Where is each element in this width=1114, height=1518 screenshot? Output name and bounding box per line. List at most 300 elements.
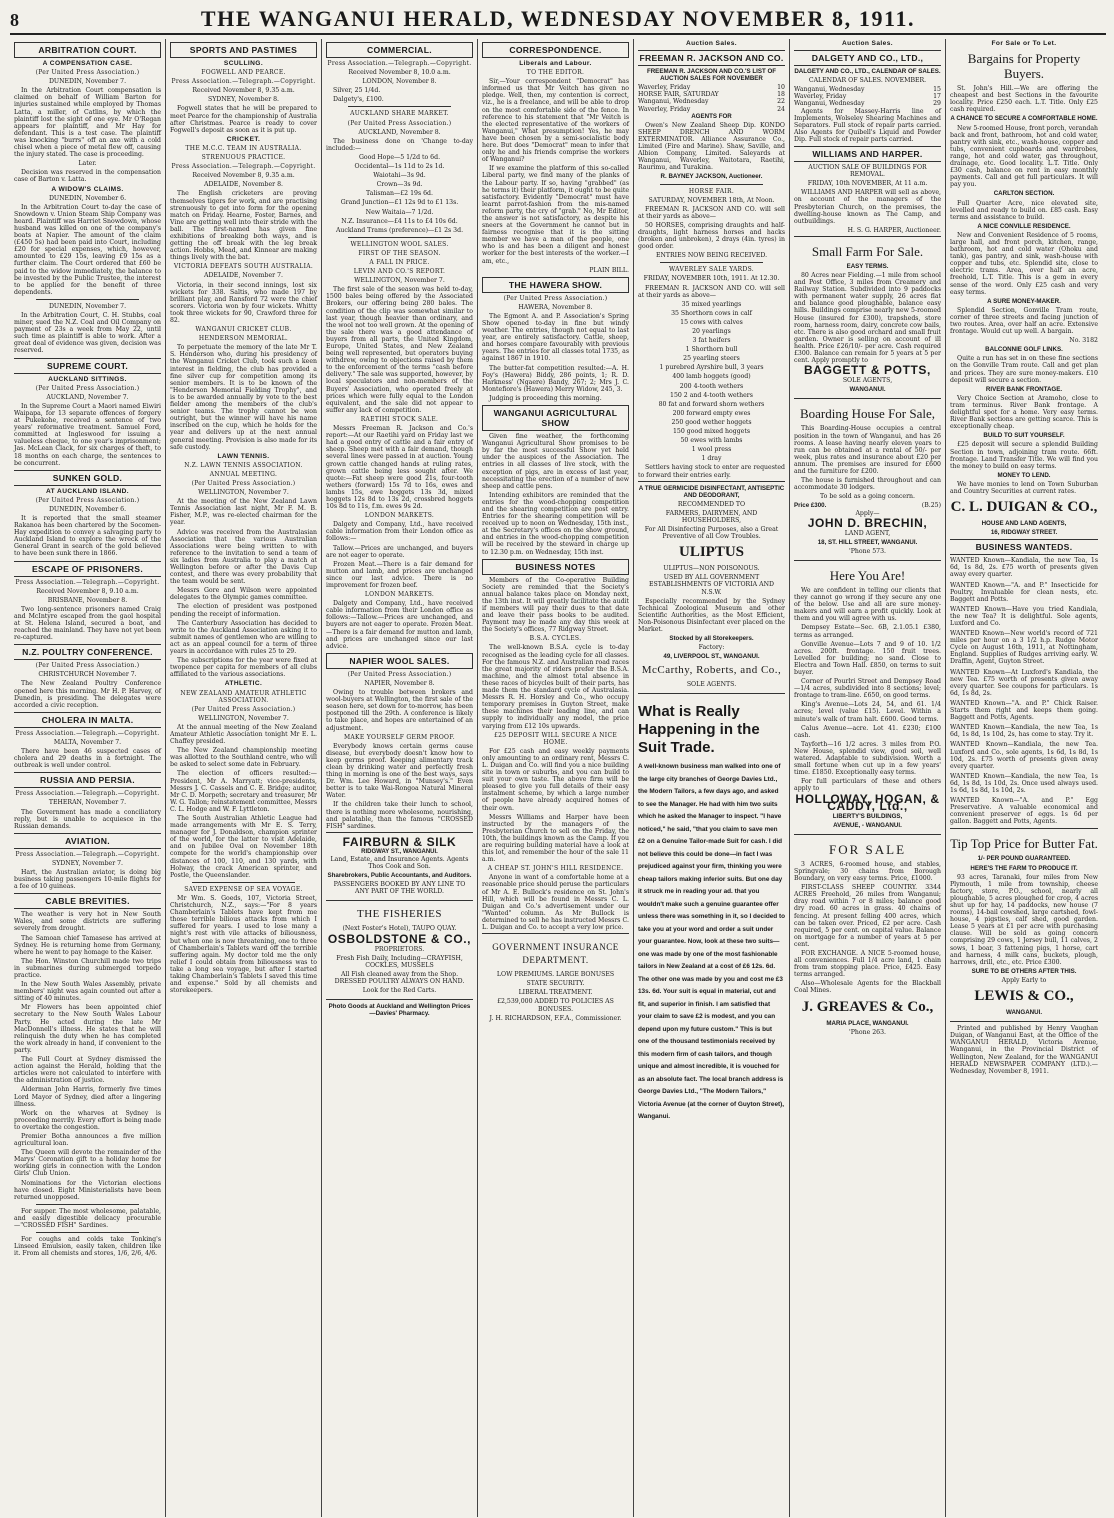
subhead-victoria: VICTORIA DEFEATS SOUTH AUSTRALIA.	[173, 263, 314, 271]
photo-goods: Photo Goods at Auckland and Wellington Prices—Davies' Pharmacy.	[328, 1003, 471, 1018]
subhead-voyage: SAVED EXPENSE OF SEA VOYAGE.	[184, 885, 303, 893]
fj-sale-row	[638, 91, 785, 98]
headline-freeman-jackson: FREEMAN R. JACKSON AND CO.	[638, 50, 785, 66]
article-paragraph: At the meeting of the New Zealand Lawn Tennis Association last night, Mr F. M. B. Fisher, M.P., was re-elected chairman for the year.	[170, 498, 317, 527]
dateline: NAPIER, November 8.	[364, 679, 435, 687]
dateline: CHRISTCHURCH November 7.	[38, 671, 137, 679]
wanted-advert	[950, 700, 1098, 721]
fisheries-name: THE FISHERIES	[356, 908, 443, 921]
article-paragraph: To perpetuate the memory of the late Mr T. S. Henderson who, during his presidency of the Wanganui Cricket Club, took such a keen interest in fielding, the club has provided a fine silver cup for competition among its senior members. It is to be known of the "Henderson Memorial Fielding Trophy", and is to be awarded annually by vote to the best fielder among the members of the club's senior teams. The trophy cannot be won outright, but the winner will have his name inscribed on the cup, which he holds for the year and delivers up at the next annual general meeting. Provision is also made for its safe custody.	[170, 344, 317, 451]
article-paragraph: In the Arbitration Court, C. H. Stubbs, coal miner, sued the N.Z. Coal and Oil Company on payment of 23s a week from May 22, until such time as plaintiff is able to work. After a great deal of evidence was given, decision was reserved.	[14, 312, 162, 355]
dateline: DUNEDIN, November 6.	[48, 505, 127, 513]
article-paragraph: For £25 cash and easy weekly payments only amounting to an ordinary rent, Messrs C. L. Duigan and Co. will find you a nice building site in town or suburbs, and you can build to suit your own taste. The above firm will be pleased to give you full details of their easy instalment scheme, by which a large number of people have already acquired homes of their own.	[482, 747, 629, 812]
headline-cholera: CHOLERA IN MALTA.	[14, 712, 161, 728]
waverley-item: 1 Shorthorn bull	[685, 346, 738, 354]
dateline: ADELAIDE, November 8.	[204, 181, 283, 189]
fisheries-address: (Next Foster's Hotel), TAUPO QUAY.	[342, 925, 457, 933]
boarding-paragraph: This Boarding-House occupies a central position in the town of Wanganui, and has 26 rooms. A lease having nearly eleven years to run can be obtained at a rental of 50/- per week, plus rates and insurance about £20 per annum. The premises are insured for £600 and the furniture for £200.	[794, 425, 941, 476]
lewis-name: LEWIS & CO.,	[974, 988, 1074, 1005]
wanted-text: WANTED Known—Kandiala, the new Tea. Luxford and Co., sole agents, 1s 6d, 1s 8d, 1s 10d, 2s. £75 worth of presents given away every quarter.	[950, 741, 1098, 770]
section-auction-sales: Auction Sales.	[841, 40, 894, 47]
dateline: SYDNEY, November 8.	[207, 96, 280, 104]
received-line: Received November 8, 9.10 a.m.	[36, 587, 139, 595]
bargain-paragraph: Very Choice Section at Aramoho, close to tram terminus. River Bank frontage. A delightful spot for a home. Very easy terms. River Bank sections are getting scarce. This is exceptionally cheap.	[950, 394, 1098, 431]
greaves-name: J. GREAVES & Co.,	[801, 998, 934, 1015]
dalgety-sale-row-place: Waverley, Friday	[794, 93, 847, 101]
subhead-london-markets: LONDON MARKETS.	[364, 512, 435, 520]
waverley-item: 20 yearlings	[692, 328, 731, 335]
dalgety-sale-row	[794, 86, 941, 93]
tip-top-farm: HERE'S THE FARM TO PRODUCE IT.	[970, 864, 1078, 872]
press-credit: (Per United Press Association.)	[35, 69, 140, 77]
uliptus-factory-address: 49, LIVERPOOL ST., WANGANUI.	[663, 653, 760, 661]
lewis-town: WANGANUI.	[1005, 1009, 1043, 1017]
received-line: Received November 8, 10.0 a.m.	[348, 69, 451, 77]
uliptus-recommended: RECOMMENDED TO	[677, 500, 746, 508]
share-line: Auckland Trams (preference)—£1 2s 3d.	[335, 226, 464, 234]
waverley-item: 150 good mixed hoggets	[673, 428, 750, 436]
baggett-town: WANGANUI.	[849, 386, 886, 394]
osboldstone-line: Fresh Fish Daily, Including—CRAYFISH, COCKLES, MUSSELS	[336, 954, 463, 969]
section-for-sale-or-let: For Sale or To Let.	[991, 40, 1057, 47]
brechin-land-agent: LAND AGENT,	[844, 529, 891, 537]
waverley-item: 150 2 and 4-tooth wethers	[670, 391, 753, 399]
section-auction-sales: Auction Sales.	[685, 40, 738, 47]
greaves-address: MARIA PLACE, WANGANUI.	[826, 1019, 909, 1027]
press-credit: (Per United Press Association.)	[191, 479, 296, 487]
article-paragraph: Owing to trouble between brokers and wool-buyers at Wellington, the first sale of the season here, set down for to-morrow, has been postponed till the 29th. A conference is likely to take place, and hopes are entertained of an adjustment.	[326, 689, 473, 732]
newspaper-title: THE WANGANUI HERALD, WEDNESDAY NOVEMBER 8, 1911.	[200, 6, 916, 31]
apply: Apply—	[855, 509, 880, 517]
brechin-address: 18, ST. HILL STREET, WANGANUI.	[817, 538, 918, 546]
duigan-name: C. L. DUIGAN & CO.,	[950, 499, 1098, 516]
subhead-lawn-tennis: LAWN TENNIS.	[217, 452, 270, 460]
column-3	[322, 39, 478, 1517]
share-line: Grand Junction—£1 12s 9d to £1 13s.	[340, 199, 459, 207]
article-paragraph: Fogwell states that he will be prepared to meet Pearce for the championship of Australia after Christmas. Pearce is ready to cover Fogwell's deposit as soon as it is put up.	[170, 105, 317, 134]
headline-cable-brevities: CABLE BREVITIES.	[14, 893, 161, 909]
advert-crossed-fish: If the children take their lunch to school, there is nothing more wholesome, nourishing, and palatable, than the famous "CROSSED FISH" sardines.	[326, 801, 473, 830]
headline-sports: SPORTS AND PASTIMES	[170, 42, 317, 58]
dalgety-sales-list	[794, 86, 941, 107]
wanted-advert	[950, 630, 1098, 665]
headline-supreme-court: SUPREME COURT.	[14, 358, 161, 374]
bargain-number: No. 3182	[1069, 337, 1098, 345]
holloway-name: HOLLOWAY, HOGAN, & CADDY, Ltd.,	[795, 791, 940, 813]
horse-fair-paragraph: FREEMAN R. JACKSON AND CO. will sell at their yards as above—	[638, 205, 785, 220]
columns	[10, 39, 1106, 1517]
waverley-item: 1 dray	[701, 455, 722, 463]
bargain-subhead: BALCONNIE GOLF LINKS.	[985, 346, 1063, 354]
market-line: Silver, 25 1/4d.	[333, 87, 381, 95]
share-line: New Waitaia—7 1/2d.	[365, 208, 434, 216]
suit-trade-headline: What is Really Happening in the Suit Trade.	[638, 703, 760, 757]
subhead-london-markets-2: LONDON MARKETS.	[364, 591, 435, 599]
subhead-germ-proof: MAKE YOURSELF GERM PROOF.	[343, 733, 455, 741]
column-4	[478, 39, 634, 1517]
bargain-paragraph: Quite a run has set in on these fine sections on the Gonville Tram route. Call and get plan and prices. They are sure money-makers. £10 deposit will secure a section.	[950, 355, 1098, 384]
dalgety-sale-row	[794, 93, 941, 100]
received-line: Received November 8, 9.35 a.m.	[192, 87, 295, 95]
fj-sale-row-place: Waverley, Friday	[638, 105, 691, 113]
wanted-text: WANTED Known—"A. and P." Chick Raiser. Starts them right and keeps them going. Baggett and Potts, Agents.	[950, 699, 1098, 722]
boarding-ref: (B.25)	[921, 502, 941, 510]
waverley-paragraph: FREEMAN R. JACKSON AND CO. will sell at their yards as above—	[638, 284, 785, 299]
article-paragraph: Work on the wharves at Sydney is proceeding merrily. Every effort is being made to overtake the congestion.	[14, 1109, 161, 1131]
bargain-paragraph: New and Convenient Residence of 5 rooms, large hall, and front porch, kitchen, range, bathroom, hot and cold water (Ohoku and tank), gas pantry, and sink, wash-house with copper and tubs, etc. Splendid site, close to electric trams. Area, over half an acre, freehold, L.T. Title. This is a gem in every sense of the word. Only £25 cash and very easy terms.	[950, 231, 1098, 296]
for-sale-paragraph: FOR EXCHANGE. A NICE 5-roomed house, all conveniences. Full 1/4 acre land, 1 chain from tram stopping place. Price, £425. Easy terms arranged.	[794, 950, 941, 979]
fairburn-address: RIDGWAY ST., WANGANUI.	[361, 848, 438, 855]
boarding-paragraph: The house is furnished throughout and can accommodate 30 lodgers.	[794, 477, 941, 492]
govt-line: STATE SECURITY.	[526, 980, 585, 988]
boarding-going: To be sold as a going concern.	[819, 493, 915, 501]
press-credit: Press Association.—Telegraph.—Copyright.	[15, 850, 160, 858]
press-credit: Press Association.—Telegraph.—Copyright.	[15, 578, 160, 586]
brechin-name: JOHN D. BRECHIN,	[807, 515, 928, 530]
article-paragraph: The business done on 'Change to-day included:—	[326, 137, 473, 152]
agents-for: AGENTS FOR	[691, 112, 732, 120]
wanted-advert	[950, 582, 1098, 603]
article-paragraph: The New Zealand Poultry Conference opened here this morning. Mr H. P. Harvey, of Dunedin, is presiding. The delegates were accorded a civic reception.	[14, 680, 161, 709]
greaves-phone: 'Phone 263.	[849, 1028, 886, 1036]
dateline: ADELAIDE, November 7.	[204, 272, 283, 280]
press-credit: Press Association.—Telegraph.—Copyright.	[327, 60, 472, 67]
small-farm-title: Small Farm For Sale.	[811, 243, 924, 259]
divider	[348, 106, 451, 107]
advert-uliptus	[638, 481, 785, 694]
press-credit: Press Association.—Telegraph.—Copyright.	[15, 729, 160, 737]
fj-sale-row-day: 24	[777, 105, 785, 113]
for-sale-paragraph: 3 ACRES, 6-roomed house, and stables, Springvale; 30 chains from Borough Boundary, on very easy terms. Price, £1000.	[794, 860, 941, 883]
headline-business-wanteds: BUSINESS WANTEDS.	[950, 539, 1098, 555]
fj-sales-list	[638, 84, 785, 112]
waverley-item: 50 ewes with lambs	[680, 437, 743, 445]
subhead-nzaaa: NEW ZEALAND AMATEUR ATHLETIC ASSOCIATION.	[180, 689, 307, 704]
article-paragraph: The weather is very hot in New South Wales, and some districts are suffering severely from drought.	[14, 911, 161, 933]
govt-line: LIBERAL TREATMENT.	[518, 989, 593, 997]
article-paragraph: Victoria, in their second innings, lost six wickets for 338. Saltis, who made 197 by brilliant play, and Ransford 72 were the chief scorers. Victoria won by four wickets. Whitty took three wickets for 90, Crawford three for 82.	[170, 281, 317, 324]
fj-sale-row	[638, 106, 785, 113]
fairburn-line: Land, Estate, and Insurance Agents. Agents Thos Cook and Son.	[330, 856, 469, 871]
subhead-auckland-island: AT AUCKLAND ISLAND.	[45, 487, 130, 495]
wanted-text: WANTED Known—"A. and P." Insecticide for Poultry, Invaluable for clean nests, etc. Baggett and Potts.	[950, 581, 1098, 603]
dalgety-sale-row-place: Wanganui, Wednesday	[794, 100, 865, 108]
dalgety-agents: Agents for Massey-Harris line of Implements, Wolseley Shearing Machines and Separators. Full stock of repair parts carried. Also Agents for Quibell's Liquid and Powder Dip. Full stock of repair parts carried.	[794, 107, 941, 143]
advert-chamberlain: Mr Wm. S. Goeds, 107, Victoria Street, Christchurch, N.Z., says:—"For 8 years Chamberlain's Tablets have kept from me those terrible bilious attacks from which I suffered for years. I used to lose many a night's rest with vile attacks of biliousness, but when one is now threatening, one to three of Chamberlain's Tablets ward off the terrible suffering again. My doctor told me the only relief I could obtain from biliousness was to take a long sea voyage, but after I started taking Chamberlain's Tablets I saved this time and expense." Sold by all chemists and storekeepers.	[170, 894, 317, 995]
article-paragraph: Two long-sentence prisoners named Craig and McIntyre escaped from the gaol hospital at St. Helena Island, secured a boat, and reached the mainland. They have not yet been re-captured.	[14, 605, 161, 642]
fj-sale-row-place: Wanganui, Wednesday	[638, 98, 709, 106]
property-item: Tayforth—16 1/2 acres. 3 miles from P.O. New House, splendid view, good soil, well watered. Adaptable to subdivision. Worth a small fortune when cut up in a few years' time. £1850. Exceptionally easy terms.	[794, 740, 941, 777]
wanted-text: WANTED Known—Have you tried Kandiala, the new Tea? It is delightful. Sole agents, Luxford and Co.	[950, 605, 1098, 627]
share-line: N.Z. Insurance—£4 11s to £4 10s 6d.	[341, 217, 458, 225]
article-paragraph: The New Zealand championship meeting was allotted to the Southland centre, who will be asked to select some date in February.	[170, 747, 317, 769]
letter-paragraph: Sir,—Your correspondent "Democrat" has informed us that Mr Veitch has given no pledge. Well, then, my contention is correct, viz., he is a freelance, and will be able to drop on the most comfortable side of the fence. In reference to his statement that "Mr Veitch is the elected representative of the workers of Wanganui," What presumption! Yes, he may have been chosen by a semi-socialistic body here. But does "Democrat" mean to infer that only he and his friends comprise the workers of Wanganui?	[482, 78, 629, 164]
to-the-editor: TO THE EDITOR.	[526, 69, 585, 77]
press-credit: (Per United Press Association.)	[35, 496, 140, 504]
boarding-house-title: Boarding House For Sale,	[799, 406, 936, 422]
subhead-mcc: THE M.C.C. TEAM IN AUSTRALIA.	[185, 144, 302, 152]
headline-commercial: COMMERCIAL.	[326, 42, 473, 58]
mccarthy-name: McCarthy, Roberts, and Co.,	[641, 664, 782, 677]
bargain-paragraph: St. John's Hill.—We are offering the cheapest and best Sections in the favourite locality. Price £250 each. L.T. Title. Only £25 cash required.	[950, 85, 1098, 114]
divider	[36, 1204, 139, 1205]
wh-sale: AUCTION SALE OF BUILDINGS FOR REMOVAL.	[808, 164, 927, 179]
dateline: DUNEDIN, November 6.	[48, 194, 127, 202]
tip-top-guaranteed: 1/- PER POUND GUARANTEED.	[977, 855, 1071, 863]
govt-commissioner: J. H. RICHARDSON, F.F.A., Commissioner.	[489, 1014, 622, 1022]
subhead-raetihi: RAETIHI STOCK SALE.	[360, 415, 439, 423]
waverley-item: 250 good wether hoggets	[671, 418, 752, 426]
horse-fair-date: SATURDAY, NOVEMBER 18th, At Noon.	[648, 196, 775, 204]
headline-poultry: N.Z. POULTRY CONFERENCE.	[14, 644, 161, 660]
press-credit: Press Association.—Telegraph.—Copyright.	[15, 790, 160, 798]
subhead-sculling: SCULLING.	[223, 60, 264, 67]
dateline: HAWERA, November 8.	[518, 303, 593, 311]
govt-insurance-title: GOVERNMENT INSURANCE DEPARTMENT.	[492, 942, 619, 966]
wanted-text: WANTED Known—Kandiala, the new Tea, 1s 6d, 1s 8d, 2s. £75 worth of presents given away every quarter.	[950, 557, 1098, 579]
press-credit: (Per United Press Association.)	[35, 662, 140, 670]
fj-sale-row-day: 22	[777, 98, 785, 106]
fj-sale-row-day: 18	[777, 91, 785, 99]
advert-george-davies	[638, 693, 785, 1127]
waverley-item: 1 purebred Ayrshire bull, 3 years	[659, 364, 764, 372]
waverley-date: FRIDAY, NOVEMBER 10th, 1911. At 12.30.	[643, 275, 780, 283]
wh-date: FRIDAY, 10th NOVEMBER, At 11 a.m.	[807, 180, 928, 188]
wanted-advert	[950, 773, 1098, 794]
baggett-sole-agents: SOLE AGENTS,	[842, 377, 893, 385]
share-line: Good Hope—5 1/2d to 6d.	[358, 153, 441, 161]
advert-sardines: For supper. The most wholesome, palatable, and easily digestible delicacy procurable—"CROSSED FISH" Sardines.	[14, 1207, 161, 1229]
share-line: Waiotahi—3s 9d.	[373, 172, 426, 180]
article-later: Later.	[78, 160, 97, 168]
dalgety-sale-row-day: 15	[933, 86, 941, 94]
waverley-item: 200 4-tooth wethers	[679, 382, 744, 390]
headline-hawera: THE HAWERA SHOW.	[482, 277, 629, 293]
dateline: BRISBANE, November 8.	[47, 596, 128, 604]
divider	[36, 299, 139, 300]
entries-line: ENTRIES NOW BEING RECEIVED.	[655, 252, 768, 260]
advert-fisheries	[326, 900, 473, 999]
waverley-item: 80 fat and forward shorn wethers	[658, 400, 765, 408]
subhead-wcc: WANGANUI CRICKET CLUB.	[195, 326, 292, 334]
uliptus-used: USED BY ALL GOVERNMENT ESTABLISHMENTS OF VICTORIA AND N.S.W.	[649, 574, 774, 596]
waverley-item: 15 cows with calves	[680, 318, 743, 326]
brechin-phone: 'Phone 573.	[849, 547, 886, 555]
article-paragraph: Messrs Williams and Harper have been instructed by the managers of the Presbyterian Church to sell on the Friday, the 10th, the buildings known as the Camp. If you are requiring building material have a look at this lot, and remember the hour of the sale 11 a.m.	[482, 813, 629, 864]
column-2	[166, 39, 322, 1517]
headline-russia: RUSSIA AND PERSIA.	[14, 772, 161, 788]
bargain-paragraph: Splendid Section, Gonville Tram route, corner of three streets and facing junction of two routes. Area, over half an acre. Extensive frontage. Would cut up well. A bargain.	[950, 306, 1098, 336]
dalgety-calendar-box: DALGETY AND CO., LTD., CALENDAR OF SALES.	[794, 68, 941, 76]
subhead-horse-fair: HORSE FAIR.	[688, 187, 735, 195]
article-paragraph: Nominations for the Victorian elections have closed. Eight Ministerialists have been returned unopposed.	[14, 1179, 161, 1201]
waverley-item: 35 Shorthorn cows in calf	[671, 309, 752, 317]
waverley-item: 25 yearling steers	[683, 355, 740, 363]
dalgety-sale-row	[794, 100, 941, 107]
subhead-annual: ANNUAL MEETING.	[209, 470, 278, 478]
bargain-subhead: BUILD TO SUIT YOURSELF.	[983, 432, 1065, 440]
fairburn-line: PASSENGERS BOOKED BY ANY LINE TO ANY PART OF THE WORLD.	[333, 881, 466, 896]
press-credit: (Per United Press Association.)	[191, 705, 296, 713]
horse-fair-lots: 50 HORSES, comprising draughts and half-draughts, light harness horses and hacks (broken and unbroken), 2 drays (4in. tyres) in good order.	[638, 221, 785, 251]
osboldstone-line: Look for the Red Carts.	[362, 987, 437, 995]
article-paragraph: The Hon. Winston Churchill made two trips in submarines during submerged torpedo practice.	[14, 957, 161, 979]
divider	[36, 1232, 139, 1233]
wanted-list	[950, 557, 1098, 825]
article-paragraph: Advice was received from the Australasian Association that the various Australian Associations were being written to with reference to the invitation to send a team of six ladies from Australia to play a match at Wellington before or after the Davis Cup contest, and there was every probability that the team would be sent.	[170, 528, 317, 586]
small-farm-paragraph: 80 Acres near Fielding.—1 mile from school and Post Office, 3 miles from Creamery and Railway Station. Subdivided into 9 paddocks with permanent water supply, 26 acres flat and balance good ploughable, balance easy hills. Buildings comprise nearly new 5-roomed House (insured for £300), trapsheds, store room, harness room, dairy, concrete cow bails, etc. There is also good orchard and small fruit garden. Owner is selling on account of ill health. Price £26/10/- per acre. Cash required £300. Balance can remain for 5 years at 5 per cent. Apply promptly to	[794, 271, 941, 365]
uliptus-especially: Especially recommended by the Sydney Technical Zoological Museum and other Scientific Authorities, as the Most Efficient, Non-Poisonous Disinfectant ever placed on the Market.	[638, 597, 785, 633]
waverley-item: 200 forward empty ewes	[672, 409, 751, 417]
share-line: Occidental—1s 11d to 2s 1d.	[354, 163, 445, 171]
fj-sale-row-place: Waverley, Friday	[638, 84, 691, 92]
bargain-paragraph: Full Quarter Acre, nice elevated site, levelled and ready to build on. £85 cash. Easy terms and assistance to build.	[950, 199, 1098, 221]
wanted-text: WANTED Known—New world's record of 721 miles per hour on a 3 1/2 h.p. Rudge Motor Cycle on August 16th, 1911, at Nottingham, England. Supplies of Rudges arriving early. W. Draffin, Agent, Guyton Street.	[950, 630, 1098, 666]
osboldstone-line: All Fish cleaned away from the Shop. DRESSED POULTRY ALWAYS ON HAND.	[334, 970, 465, 986]
article-paragraph: Messrs Gore and Wilson were appointed delegates to the Olympic games committee.	[170, 587, 317, 602]
dateline: MALTA, November 7.	[53, 738, 122, 746]
article-paragraph: In the Supreme Court a Maori named Eiwiri Waipapa, for 13 separate offences of forgery at Pukekohe, received a sentence of two years' reformative treatment. Samuel Ford, committed at Ingleswood for issuing a valueless cheque, to one year's imprisonment; Jas. McLean Clack, for six charges of theft, to 18 months on each charge, the sentences to be concurrent.	[14, 402, 161, 467]
letter-paragraph: If we examine the platform of this so-called Liberal party, we find many of the planks of the Labour party. If so, having "grabbed" (as he terms it) their platform, it ought to be quite satisfactory. Evidently "Democrat" must have learnt parrot-fashion from the mis-named reform party, the cry of "grab." No, Mr Editor, the answer is not satisfactory, as despite his sneers at the Government he cannot but in fairness recognise that it is the sitting member we have a man of the people, one who is and has been a diligent and honest worker for the best interests of the worker.—I am, etc.,	[482, 165, 629, 265]
subhead-strenuous: STRENUOUS PRACTICE.	[201, 154, 286, 162]
uliptus-disinfecting: For All Disinfecting Purposes, also a Great Preventive of all Cow Troubles.	[644, 526, 779, 541]
fj-sale-row-place: HORSE FAIR, SATURDAY	[638, 91, 719, 99]
waverley-item: 1 wool press	[691, 446, 732, 454]
fairburn-line: Sharebrokers, Public Accountants, and Auditors.	[327, 872, 472, 880]
wh-paragraph: WILLIAMS AND HARPER will sell as above, on account of the managers of the Presbyterian Church, on the premises, the dwelling-house known as The Camp, and outbuildings.	[794, 189, 941, 225]
subhead-compensation: A COMPENSATION CASE.	[42, 60, 133, 67]
here-you-are-intro: We are confident in telling our clients that they cannot go wrong if they secure any one of the below. Use and all are sure money-makers and will earn a profit quickly. Look at them and you will agree with us.	[794, 586, 941, 623]
article-paragraph: In the Arbitration Court compensation is claimed on behalf of William Barton for injuries sustained while employed by Thomas Latta, a miller, of Catlins, by which the plaintiff lost the sight of one eye. Mr O'Regan appears for plaintiff, and Mr Hay for defendant. This is a test case. The plaintiff was knocking "burrs" off an axe with a cold chisel when a piece of metal flew off, causing the injury stated. The case is proceeding.	[14, 87, 161, 159]
headline-aviation: AVIATION.	[14, 833, 161, 849]
article-paragraph: The well-known B.S.A. cycle is to-day recognised as the leading cycle for all classes. For the famous N.Z. and Australian road races the great majority of riders prefer the B.S.A. machine, and the almost total absence in these races of bicycles built of their parts, has made them the standard cycle of Australasia. Messrs R. H. Horsley and Co., who occupy temporary premises in Guyton Street, make these machines their leading line, and can supply to individually any model, the price varying from £12 10s upwards.	[482, 644, 629, 730]
boarding-price-row	[794, 502, 941, 509]
article-paragraph: The Samoan chief Tamasese has arrived at Sydney. He is returning home from Germany, where he went to pay homage to the Kaiser.	[14, 934, 161, 956]
press-credit: (Per United Press Association.)	[347, 670, 452, 678]
dateline: WELLINGTON, November 7.	[198, 714, 289, 722]
advert-for-sale	[794, 834, 941, 1041]
fj-sale-row	[638, 84, 785, 91]
article-paragraph: Frozen Meat.—There is a fair demand for mutton and lamb, and prices are unchanged since our last advice. There is no improvement for frozen beef.	[326, 560, 473, 589]
suit-trade-body: A well-known business man walked into one of the large city branches of George Davies Ltd., the Modern Tailors, a few days ago, and asked to see the Manager. He had with him two suits which he asked the Manager to inspect. "I have noticed," he said, "that you claim to save men £2 on a Genuine Tailor-made Suit for cash. I did not believe this could be done—in fact I was prejudiced against your firm, thinking you were cheap tailors making inferior suits. But one day it struck me in reading your ad. that you wouldn't make such a genuine guarantee offer unless there was something in it, so I decided to take you at your word and order a suit under your guarantee. Now, look at these two suits—one was made by one of the most fashionable tailors in New Zealand at a cost of £6 12s. 6d. The other one was made by you and cost me £3 13s. 6d. Your suit is equal in material, cut and fit, and superior in finish. I am satisfied that your claim to save £2 is modest, and you can depend upon my future custom." This is but one of the thousand testimonials received by this modern firm of cash tailors, and though unique and almost incredible, it is vouched for as an absolute fact. The local branch address is George Davies Ltd., "The Modern Tailors," Victoria Avenue (at the corner of Guyton Street), Wanganui.	[638, 763, 786, 1121]
dalgety-sale-row-place: Wanganui, Wednesday	[794, 86, 865, 94]
wanted-advert	[950, 606, 1098, 627]
article-paragraph: At the annual meeting of the New Zealand Amateur Athletic Association tonight Mr E. L. Chaffey presided.	[170, 723, 317, 746]
bargain-subhead: A CHANCE TO SECURE A COMFORTABLE HOME.	[950, 115, 1098, 123]
advert-davies-pharmacy	[326, 999, 473, 1022]
press-credit: Press Association.—Telegraph.—Copyright.	[171, 78, 316, 86]
wanted-advert	[950, 741, 1098, 769]
dalgety-sale-row-day: 29	[933, 100, 941, 108]
subhead-waverley: WAVERLEY SALE YARDS.	[668, 266, 755, 274]
article-paragraph: Premier Botha announces a five million agricultural loan.	[14, 1132, 161, 1148]
easy-terms: EASY TERMS.	[846, 262, 889, 270]
headline-sunken-gold: SUNKEN GOLD.	[14, 470, 161, 486]
received-line: Received November 8, 9.35 a.m.	[192, 172, 295, 180]
article-paragraph: The butter-fat competition resulted:—A. H. Foy's (Hawera) Biddy, 286 points, 1; R. D. Harkness' (Ngaere) Bandy, 267; 2; Mrs J. C. Montefiore's (Hawera) Merry Widow, 245, 3.	[482, 364, 629, 393]
share-line: Talisman—£2 19s 6d.	[366, 190, 433, 198]
article-paragraph: The subscriptions for the year were fixed at twopence per capita for members of all clubs affiliated to the various associations.	[170, 657, 317, 679]
dalgety-calendar: CALENDAR OF SALES. NOVEMBER.	[808, 77, 927, 85]
headline-arbitration: ARBITRATION COURT.	[14, 42, 161, 58]
govt-line: £2,539,000 ADDED TO POLICIES AS BONUSES.	[497, 998, 614, 1013]
holloway-avenue: AVENUE, - WANGANUI.	[833, 821, 902, 829]
press-credit: (Per United Press Association.)	[347, 119, 452, 127]
holloway-liberty: LIBERTY'S BUILDINGS,	[832, 812, 903, 820]
imprint	[950, 1021, 1098, 1080]
wanted-advert	[950, 797, 1098, 825]
here-you-are-title: Here You Are!	[829, 567, 906, 583]
masthead	[10, 6, 1106, 35]
subhead-deposit: £25 DEPOSIT WILL SECURE A NICE HOME.	[493, 731, 618, 746]
govt-line: LOW PREMIUMS. LARGE BONUSES	[496, 971, 615, 979]
dateline: DUNEDIN, November 7.	[48, 302, 127, 310]
uliptus-factory: Factory:	[698, 644, 725, 652]
subhead-athletic: ATHLETIC.	[224, 680, 263, 688]
dateline: LONDON, November 8.	[362, 78, 437, 86]
article-paragraph: The Government has made a conciliatory reply, but is unable to acquiesce in the Russian demands.	[14, 808, 161, 830]
subhead-liberals: Liberals and Labour.	[519, 60, 592, 67]
article-paragraph: The Queen will devote the remainder of the Marys' Coronation gift to a holiday home for working girls in connection with the London Girls' Club Union.	[14, 1149, 161, 1178]
subhead-first-season: FIRST OF THE SEASON.	[358, 249, 441, 257]
article-paragraph: Intending exhibitors are reminded that the entries for the wood-chopping competition and the shearing competition are post entry. Entries for the shearing competition will be received up to noon on Wednesday, 15th inst., at the Secretary's offices on the show ground, and entries in the wood-chopping competition will be received by the steward in charge up to 12.30 p.m. on Wednesday, 15th inst.	[482, 491, 629, 556]
uliptus-sub: ULIPTUS—NON POISONOUS.	[663, 565, 760, 573]
dateline: DUNEDIN, November 7.	[48, 78, 127, 86]
property-list	[794, 624, 941, 776]
baggett-potts-name: BAGGETT & POTTS,	[804, 363, 931, 378]
advert-tonking: For coughs and colds take Tonking's Linseed Emulsion, easily taken, children like it. From all chemists and stores, 1/6, 2/6, 4/6.	[14, 1236, 161, 1258]
advert-tip-top	[950, 828, 1098, 1021]
subhead-fall: A FALL IN PRICE.	[369, 258, 430, 266]
wanted-advert	[950, 557, 1098, 578]
bargains-title: Bargains for Property Buyers.	[967, 51, 1081, 82]
fj-list-title: FREEMAN R. JACKSON AND CO.'S LIST OF AUCTION SALES FOR NOVEMBER	[646, 68, 777, 83]
for-sale-paragraph: FIRST-CLASS SHEEP COUNTRY. 3344 ACRES Freehold, 26 miles from Wanganui; dray road within 7 or 8 miles; balance good dry road. 60 acres in grass. 40 chains of fencing. At present felling 400 acres, which can be taken over. Priced, £2 per acre. Cash required, 5 per cent. on capital value. Balance on mortgage for a number of years at 5 per cent.	[794, 884, 941, 948]
article-paragraph: The election of president was postponed pending the receipt of information.	[170, 603, 317, 618]
advert-boarding-house	[794, 398, 941, 560]
subhead-widow: A WIDOW'S CLAIMS.	[51, 185, 124, 193]
article-paragraph: Tallow.—Prices are unchanged, and buyers are not eager to operate.	[326, 544, 473, 559]
divider	[192, 882, 295, 883]
headline-napier: NAPIER WOOL SALES.	[326, 653, 473, 669]
article-paragraph: Alderman John Harris, formerly five times Lord Mayor of Sydney, died after a lingering illness.	[14, 1086, 161, 1108]
wanted-text: WANTED Known—At Luxford's Kandiala, the new Tea. £75 worth of presents given away every quarter. See coupons for particulars. 1s 6d, 1s 8d, 2s.	[950, 668, 1098, 697]
fairburn-name: FAIRBURN & SILK	[342, 834, 457, 849]
dalgety-sale-row-day: 17	[933, 93, 941, 101]
article-paragraph: Given fine weather, the forthcoming Wanganui Agricultural Show promises to be by far the most successful Show yet held under the auspices of the Association. The entries in all classes of live stock, with the exception of pigs, are in excess of last year, necessitating the erection of a number of new sheep and cattle pens.	[482, 433, 629, 490]
page-number: 8	[10, 10, 19, 30]
column-7	[946, 39, 1102, 1517]
settlers-note: Settlers having stock to enter are requested to forward their entries early.	[638, 464, 785, 479]
column-5	[634, 39, 790, 1517]
article-paragraph: Anyone in want of a comfortable home at a reasonable price should peruse the particulars of Mr A. E. Bullock's residence on St. John's Hill, which will be found in Messrs C. L. Duigan and Co.'s advertisement under our "Wanted" column. As Mr Bullock is determined to sell he has instructed Messrs C. L. Duigan and Co. to accept a very low price.	[482, 874, 630, 932]
uliptus-germicide: A TRUE GERMICIDE DISINFECTANT, ANTISEPTIC AND DEODORANT,	[638, 484, 785, 499]
wh-signature: H. S. G. HARPER, Auctioneer.	[847, 226, 941, 234]
bargain-subhead: RIVER BANK FRONTAGE.	[985, 385, 1063, 393]
divider	[348, 237, 451, 238]
waverley-item: 3 fat heifers	[692, 337, 731, 345]
here-full: For full particulars of these and others apply to	[794, 778, 941, 793]
press-credit: Press Association.—Telegraph.—Copyright.	[171, 163, 316, 171]
dateline: AUCKLAND, November 7.	[46, 393, 129, 401]
waverley-item: 35 mixed yearlings	[681, 300, 742, 308]
subhead-bsa: B.S.A. CYCLES.	[529, 635, 582, 643]
article-paragraph: There have been 46 suspected cases of cholera and 29 deaths in a fortnight. The outbreak is well under control.	[14, 748, 161, 770]
headline-agricultural: WANGANUI AGRICULTURAL SHOW	[482, 405, 629, 431]
property-item: Dempsey Estate—Sec. 6B, 2.1.05.1 £380, terms as arranged.	[794, 624, 941, 639]
article-paragraph: The first sale of the season was held to-day, 1500 bales being offered by the Associated Brokers, our offering being 280 bales. The condition of the clip was somewhat similar to last year, though heavier than ordinary, and the wool not too well grown. At the opening of the sale there was a good attendance of buyers from all parts, the United Kingdom, Europe, United States, and New Zealand being well represented, but operators buying withdrew, owing to objections raised by them to the enforcement of the terms "cash before delivery." The sale was supported, however, by local speculators and non-members of the Buyers' Association, who operated freely at prices which were fully equal to the London equivalent, and the sale did not appear to suffer any lack of competition.	[326, 286, 473, 414]
osboldstone-sub: PROPRIETORS.	[374, 945, 425, 953]
